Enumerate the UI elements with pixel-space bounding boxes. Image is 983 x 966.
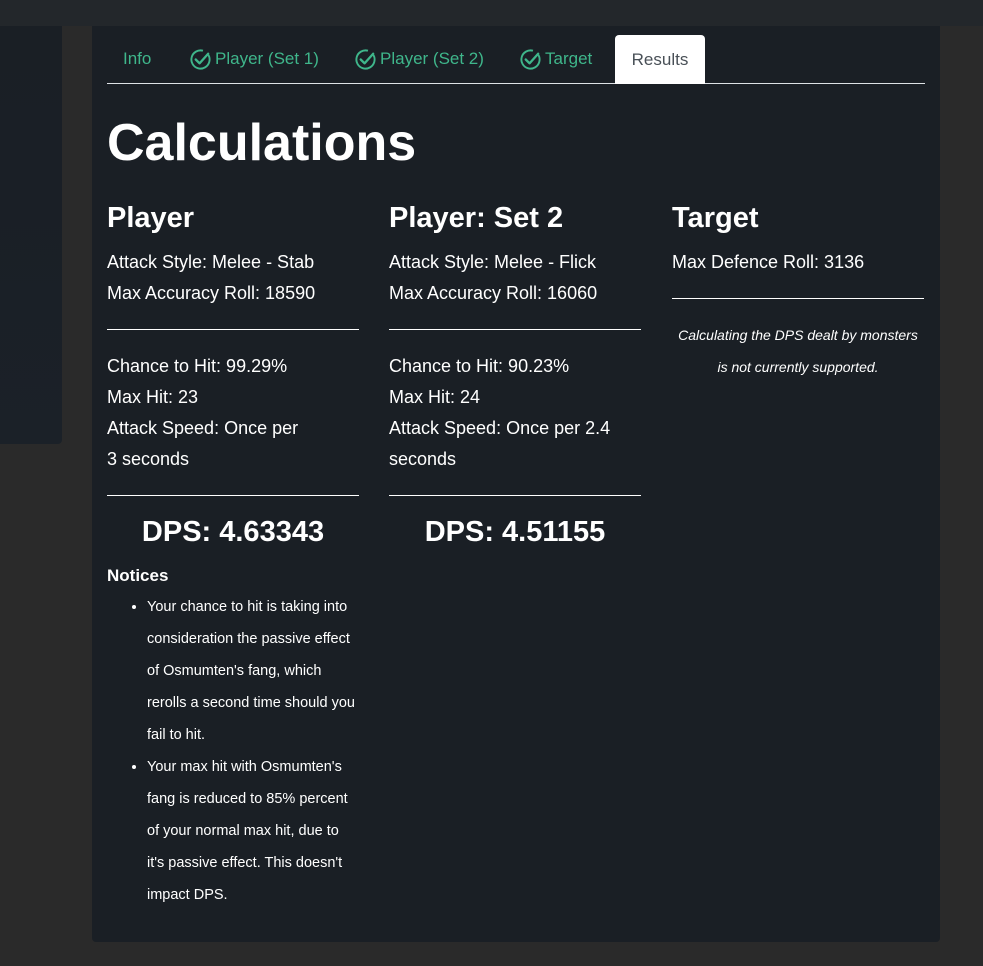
player-title: Player <box>107 202 195 234</box>
player-attack-speed: Attack Speed: Once per 3 seconds <box>107 418 299 469</box>
player-attack-style: Attack Style: Melee - Stab <box>107 252 315 272</box>
top-bar <box>0 0 983 26</box>
side-panel <box>0 26 62 444</box>
player-set-2-max-hit: Max Hit: 24 <box>389 387 481 407</box>
player-column <box>107 196 359 911</box>
player-dps: DPS: 4.63343 <box>141 516 325 548</box>
player-set-2-column <box>389 196 641 552</box>
player-set-2-max-accuracy: Max Accuracy Roll: 16060 <box>389 283 598 303</box>
tab-results-label: Results <box>631 49 689 69</box>
tab-info-label: Info <box>123 49 152 68</box>
player-set-2-attack-speed: Attack Speed: Once per 2.4 seconds <box>389 418 611 469</box>
check-circle-icon <box>519 48 542 71</box>
tab-player-set-1-label: Player (Set 1) <box>215 49 319 68</box>
target-column <box>672 196 924 383</box>
check-circle-icon <box>189 48 212 71</box>
player-set-2-attack-style: Attack Style: Melee - Flick <box>389 252 597 272</box>
player-set-2-title: Player: Set 2 <box>389 202 564 234</box>
player-set-2-chance-to-hit: Chance to Hit: 90.23% <box>389 356 570 376</box>
player-chance-to-hit: Chance to Hit: 99.29% <box>107 356 288 376</box>
target-note: Calculating the DPS dealt by monsters is not currently supported. <box>678 327 918 375</box>
tab-player-set-1[interactable] <box>189 35 319 83</box>
tab-bar <box>107 35 925 84</box>
player-max-hit: Max Hit: 23 <box>107 387 199 407</box>
tab-info[interactable] <box>123 35 151 83</box>
tab-player-set-2[interactable] <box>354 35 484 83</box>
check-circle-icon <box>354 48 377 71</box>
notices-title: Notices <box>107 566 169 585</box>
results-card <box>92 26 940 942</box>
notice-item: • Your chance to hit is taking into consideration the passive effect of Osmumten's fang, which rerolls a second time should you fail to hit. <box>147 591 359 751</box>
target-title: Target <box>672 202 759 234</box>
tab-target[interactable] <box>519 35 592 83</box>
notice-item: • Your max hit with Osmumten's fang is reduced to 85% percent of your normal max hit, due to it's passive effect. This doesn't impact DPS. <box>147 751 359 911</box>
tab-results[interactable] <box>615 35 705 84</box>
tab-player-set-2-label: Player (Set 2) <box>380 49 484 68</box>
tab-target-label: Target <box>545 49 593 68</box>
player-set-2-dps: DPS: 4.51155 <box>424 516 606 548</box>
page-title: Calculations <box>107 114 417 172</box>
player-max-accuracy: Max Accuracy Roll: 18590 <box>107 283 316 303</box>
notices-list <box>107 591 359 911</box>
target-max-defence: Max Defence Roll: 3136 <box>672 252 865 272</box>
